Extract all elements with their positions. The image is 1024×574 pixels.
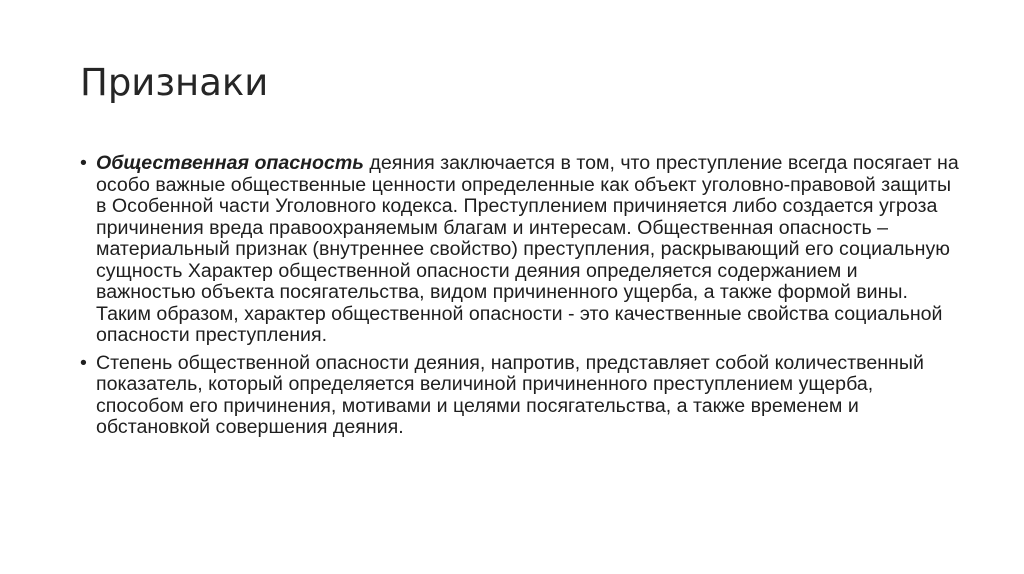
bullet-body: деяния заключается в том, что преступление всегда посягает на особо важные общественные ценности определенные как объект уголовно-правовой защиты в Особенной части Уголовного кодекса. Преступлением причиняется либо создается угроза причинения вреда правоохраняемым благам и интересам. Общественная опасность – материальный признак (внутреннее свойство) преступления, раскрывающий его социальную сущность Характер общественной опасности деяния определяется содержанием и важностью объекта посягательства, видом причиненного ущерба, а также формой вины. Таким образом, характер общественной опасности - это качественные свойства социальной опасности преступления. [96,152,959,346]
bullet-marker: • [80,351,87,374]
bullet-emphasis: Общественная опасность [96,152,364,174]
bullet-text [96,153,960,347]
bullet-marker: • [80,152,87,174]
bullet-item-social-danger [80,153,960,347]
bullet-item-danger-degree [80,353,960,439]
bullet-body: Степень общественной опасности деяния, напротив, представляет собой количественный показатель, который определяется величиной причиненного преступлением ущерба, способом его причинения, мотивами и целями посягательства, а также временем и обстановкой совершения деяния. [96,351,924,438]
slide-title: Признаки [80,61,269,104]
bullet-list [80,153,960,445]
